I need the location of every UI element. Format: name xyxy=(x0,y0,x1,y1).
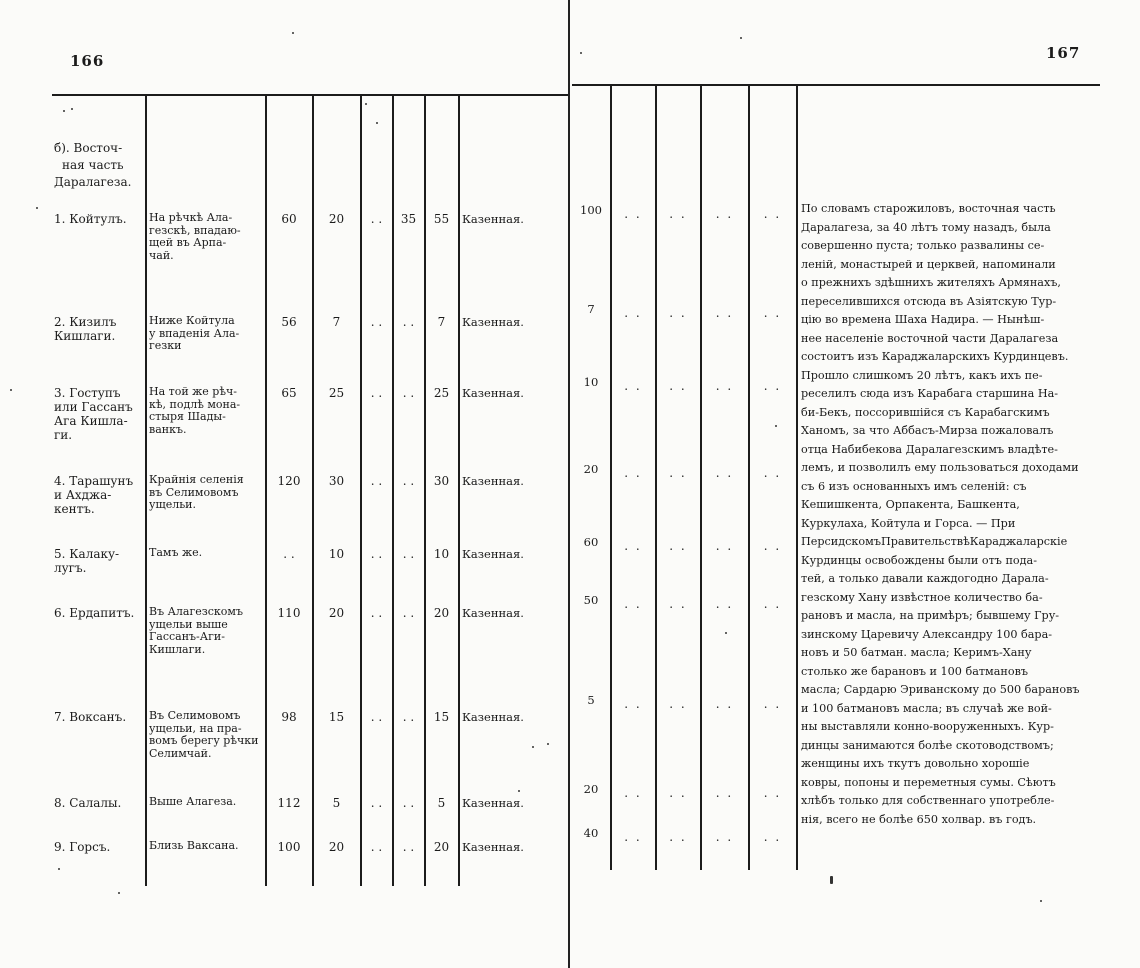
value-col-5: 25 xyxy=(433,386,450,400)
village-name xyxy=(54,710,146,724)
note-line: динцы занимаются болѣе скотоводствомъ; xyxy=(801,738,1054,752)
village-name-line: 2. Кизилъ xyxy=(54,315,117,329)
note-line: нія, всего не болѣе 650 холвар. въ годъ. xyxy=(801,812,1037,826)
right-col-divider-5 xyxy=(796,86,798,870)
dots-cell: . . xyxy=(763,786,782,800)
village-location-line: вомъ берегу рѣчки xyxy=(149,734,259,747)
village-name-line: 5. Калаку- xyxy=(54,547,120,561)
value-col-3: . . xyxy=(370,606,383,620)
value-col-4: . . xyxy=(402,315,415,329)
dots-cell: . . xyxy=(669,697,687,711)
value-col-4: . . xyxy=(402,547,415,561)
value-col-3: . . xyxy=(370,796,383,810)
value-col-1: 100 xyxy=(277,840,301,854)
dots-cell: . . xyxy=(624,306,642,320)
village-location-line: Селимчай. xyxy=(149,746,212,760)
dots-cell: . . xyxy=(669,306,687,320)
village-name-line: или Гассанъ xyxy=(54,400,133,414)
dots-cell: . . xyxy=(669,379,687,393)
value-col-4: . . xyxy=(402,474,415,488)
village-name-line: 9. Горсъ. xyxy=(54,840,111,854)
note-line: столько же барановъ и 100 батмановъ xyxy=(801,664,1029,678)
village-name-line: кентъ. xyxy=(54,502,95,516)
dots-cell: . . xyxy=(715,207,734,221)
value-col-2: 10 xyxy=(328,547,345,561)
owner-type: Казенная. xyxy=(462,547,524,561)
note-line: женщины ихъ ткутъ довольно хорошіе xyxy=(801,757,1030,770)
dots-cell: . . xyxy=(763,697,782,711)
village-name-line: 3. Гоступъ xyxy=(54,386,121,400)
value-col-3: . . xyxy=(370,547,383,561)
village-location-line: въ Селимовомъ xyxy=(149,485,239,499)
note-line: рановъ и масла, на примѣръ; бывшему Гру- xyxy=(801,609,1060,622)
value-col-2: 25 xyxy=(328,386,345,400)
row-value: 20 xyxy=(583,462,599,476)
village-name-line: Ага Кишла- xyxy=(54,414,128,428)
dots-cell: . . xyxy=(624,466,642,480)
value-col-3: . . xyxy=(370,212,383,226)
dots-cell: . . xyxy=(624,379,642,393)
dots-cell: . . xyxy=(715,379,734,393)
value-col-4: . . xyxy=(402,386,415,400)
village-name-line: 7. Воксанъ. xyxy=(54,710,127,724)
owner-type: Казенная. xyxy=(462,315,524,329)
note-line: Кешишкента, Орпакента, Башкента, xyxy=(801,498,1020,511)
value-col-1: 110 xyxy=(277,606,301,620)
value-col-5: 20 xyxy=(433,840,450,854)
village-name-line: Кишлаги. xyxy=(54,329,116,343)
value-col-4: 35 xyxy=(400,212,417,226)
village-name xyxy=(54,315,146,343)
note-line: масла; Сардарю Эриванскому до 500 барановъ xyxy=(801,683,1080,696)
village-location-line: ущельи выше xyxy=(149,617,228,631)
value-col-5: 20 xyxy=(433,606,450,620)
row-value: 50 xyxy=(583,593,599,607)
dots-cell: . . xyxy=(715,306,734,320)
village-name xyxy=(54,796,146,810)
note-line: Куркулаха, Койтула и Горса. — При xyxy=(801,516,1016,530)
owner-type: Казенная. xyxy=(462,212,524,226)
village-location-line: Близь Ваксана. xyxy=(149,839,239,852)
note-line: хлѣбъ только для собственнаго употребле- xyxy=(801,794,1055,807)
dots-cell: . . xyxy=(624,830,642,844)
value-col-5: 30 xyxy=(433,474,450,488)
dots-cell: . . xyxy=(624,597,642,611)
value-col-2: 30 xyxy=(328,474,345,488)
left-header-rule xyxy=(52,94,568,96)
dots-cell: . . xyxy=(624,207,642,221)
dots-cell: . . xyxy=(669,207,687,221)
value-col-1: 60 xyxy=(281,212,297,226)
village-location-line: ванкъ. xyxy=(149,422,187,436)
note-line: о прежнихъ здѣшнихъ жителяхъ Армянахъ, xyxy=(801,276,1061,289)
value-col-2: 20 xyxy=(328,606,345,620)
village-name-line: 4. Тарашунъ xyxy=(54,474,134,488)
dots-cell: . . xyxy=(763,207,782,221)
right-header-rule xyxy=(572,84,1100,86)
row-value: 5 xyxy=(587,693,595,707)
note-line: отца Набибекова Даралагезскимъ владѣте- xyxy=(801,442,1058,456)
dots-cell: . . xyxy=(715,697,734,711)
value-col-2: 20 xyxy=(328,840,345,854)
village-location xyxy=(149,315,264,353)
village-location xyxy=(149,710,264,760)
village-location-line: Тамъ же. xyxy=(149,546,203,559)
value-col-3: . . xyxy=(370,474,383,488)
section-heading: б). Восточ- ная часть Даралагеза. xyxy=(54,141,132,189)
value-col-1: 120 xyxy=(277,474,301,488)
book-spine xyxy=(568,0,570,968)
dots-cell: . . xyxy=(669,539,687,553)
dots-cell: . . xyxy=(624,786,642,800)
village-name-line: и Ахджа- xyxy=(54,488,112,502)
note-line: ПерсидскомъПравительствѣКараджаларскіе xyxy=(801,535,1068,548)
dots-cell: . . xyxy=(715,466,734,480)
village-location-line: Въ Алагезскомъ xyxy=(149,605,243,618)
dots-cell: . . xyxy=(669,466,687,480)
value-col-5: 7 xyxy=(437,315,446,329)
village-location xyxy=(149,606,264,656)
history-note xyxy=(801,200,1101,829)
village-name-line: 1. Койтулъ. xyxy=(54,212,127,226)
value-col-4: . . xyxy=(402,840,415,854)
dots-cell: . . xyxy=(715,539,734,553)
note-line: совершенно пуста; только развалины се- xyxy=(801,239,1045,252)
left-page-number: 166 xyxy=(70,52,105,70)
village-location-line: чай. xyxy=(149,248,174,262)
right-page-number: 167 xyxy=(1046,44,1081,62)
owner-type: Казенная. xyxy=(462,796,524,810)
value-col-4: . . xyxy=(402,606,415,620)
village-location-line: Крайнія селенія xyxy=(149,473,244,486)
village-location-line: Кишлаги. xyxy=(149,642,206,656)
note-line: тей, а только давали каждогодно Даралa- xyxy=(801,572,1049,585)
village-name-line: 6. Ердапитъ. xyxy=(54,606,135,620)
village-name xyxy=(54,212,146,226)
village-location-line: гезскѣ, впадаю- xyxy=(149,223,241,237)
village-location-line: Въ Селимовомъ xyxy=(149,709,241,722)
village-location-line: кѣ, подлѣ мона- xyxy=(149,397,241,411)
dots-cell: . . xyxy=(763,539,782,553)
note-line: гезскому Хану извѣстное количество ба- xyxy=(801,590,1043,604)
value-col-5: 5 xyxy=(437,796,446,810)
dots-cell: . . xyxy=(763,597,782,611)
note-line: переселившихся отсюда въ Азіятскую Тур- xyxy=(801,294,1057,308)
value-col-1: 56 xyxy=(281,315,297,329)
village-location xyxy=(149,474,264,512)
value-col-1: . . xyxy=(283,547,295,561)
village-location xyxy=(149,386,264,436)
village-location-line: На рѣчкѣ Ала- xyxy=(149,211,233,224)
value-col-2: 15 xyxy=(328,710,345,724)
village-name-line: ги. xyxy=(54,428,73,442)
value-col-3: . . xyxy=(370,710,383,724)
note-line: новъ и 50 батман. масла; Керимъ-Хану xyxy=(801,646,1032,659)
value-col-3: . . xyxy=(370,386,383,400)
value-col-1: 65 xyxy=(281,386,297,400)
row-value: 40 xyxy=(583,826,599,840)
note-line: зинскому Царевичу Александру 100 бара- xyxy=(801,627,1053,641)
village-location-line: Ниже Койтула xyxy=(149,314,235,327)
left-col-divider-7 xyxy=(458,96,460,886)
owner-type: Казенная. xyxy=(462,386,524,400)
dots-cell: . . xyxy=(763,306,782,320)
village-location-line: стыря Шады- xyxy=(149,410,226,423)
value-col-4: . . xyxy=(402,796,415,810)
village-name xyxy=(54,606,146,620)
dots-cell: . . xyxy=(715,830,734,844)
note-line: ковры, попоны и переметныя сумы. Сѣютъ xyxy=(801,775,1056,789)
dots-cell: . . xyxy=(763,830,782,844)
village-location xyxy=(149,212,264,262)
village-location xyxy=(149,796,264,809)
row-value: 10 xyxy=(583,375,599,389)
value-col-3: . . xyxy=(370,315,383,329)
row-value: 20 xyxy=(583,782,599,796)
value-col-2: 20 xyxy=(328,212,345,226)
value-col-2: 7 xyxy=(332,315,341,329)
village-name xyxy=(54,474,146,516)
note-line: Прошло слишкомъ 20 лѣтъ, какъ ихъ пе- xyxy=(801,368,1043,382)
dots-cell: . . xyxy=(763,379,782,393)
village-location-line: Гассанъ-Аги- xyxy=(149,630,225,643)
row-value: 60 xyxy=(583,535,599,549)
value-col-5: 15 xyxy=(433,710,450,724)
village-location-line: щей въ Арпа- xyxy=(149,236,227,249)
note-line: реселилъ сюда изъ Карабага старшина На- xyxy=(801,387,1059,400)
dots-cell: . . xyxy=(669,597,687,611)
village-location xyxy=(149,547,264,560)
owner-type: Казенная. xyxy=(462,474,524,488)
note-line: Даралагеза, за 40 лѣтъ тому назадъ, была xyxy=(801,220,1051,234)
dots-cell: . . xyxy=(763,466,782,480)
note-line: По словамъ старожиловъ, восточная часть xyxy=(801,202,1056,215)
village-location xyxy=(149,840,264,853)
dots-cell: . . xyxy=(715,786,734,800)
village-location-line: Выше Алагеза. xyxy=(149,795,237,808)
village-location-line: ущельи, на пра- xyxy=(149,721,242,735)
value-col-3: . . xyxy=(370,840,383,854)
dots-cell: . . xyxy=(624,539,642,553)
note-line: съ 6 изъ основанныхъ имъ селеній: съ xyxy=(801,479,1027,493)
dots-cell: . . xyxy=(715,597,734,611)
value-col-2: 5 xyxy=(332,796,341,810)
value-col-1: 98 xyxy=(281,710,297,724)
note-line: Курдинцы освобождены были отъ пода- xyxy=(801,553,1037,567)
note-line: цію во времена Шаха Надира. — Нынѣш- xyxy=(801,313,1045,326)
dots-cell: . . xyxy=(669,830,687,844)
note-line: нее населеніе восточной части Даралагеза xyxy=(801,331,1059,345)
value-col-1: 112 xyxy=(277,796,301,810)
note-line: лемъ, и позволилъ ему пользоваться доходами xyxy=(801,461,1079,474)
dots-cell: . . xyxy=(624,697,642,711)
village-name xyxy=(54,840,146,854)
village-name-line: 8. Салалы. xyxy=(54,796,122,810)
note-line: состоитъ изъ Караджаларскихъ Курдинцевъ. xyxy=(801,350,1069,363)
owner-type: Казенная. xyxy=(462,840,524,854)
dots-cell: . . xyxy=(669,786,687,800)
village-location-line: гезки xyxy=(149,339,182,352)
value-col-5: 55 xyxy=(433,212,450,226)
row-value: 7 xyxy=(587,302,595,316)
note-line: Ханомъ, за что Аббасъ-Мирза пожаловалъ xyxy=(801,424,1054,437)
owner-type: Казенная. xyxy=(462,606,524,620)
note-line: ны выставляли конно-вооруженныхъ. Кур- xyxy=(801,720,1054,733)
village-name xyxy=(54,386,146,442)
value-col-5: 10 xyxy=(433,547,450,561)
village-name-line: лугъ. xyxy=(54,561,87,575)
village-location-line: у впаденія Ала- xyxy=(149,326,240,340)
village-location-line: На той же рѣч- xyxy=(149,385,237,398)
note-line: би-Бекъ, поссорившійся съ Карабагскимъ xyxy=(801,405,1050,419)
value-col-4: . . xyxy=(402,710,415,724)
note-line: леній, монастырей и церквей, напоминали xyxy=(801,257,1056,271)
note-line: и 100 батмановъ масла; въ случаѣ же вой- xyxy=(801,701,1052,715)
village-name xyxy=(54,547,146,575)
owner-type: Казенная. xyxy=(462,710,524,724)
row-value: 100 xyxy=(580,203,602,217)
village-location-line: ущельи. xyxy=(149,498,197,511)
